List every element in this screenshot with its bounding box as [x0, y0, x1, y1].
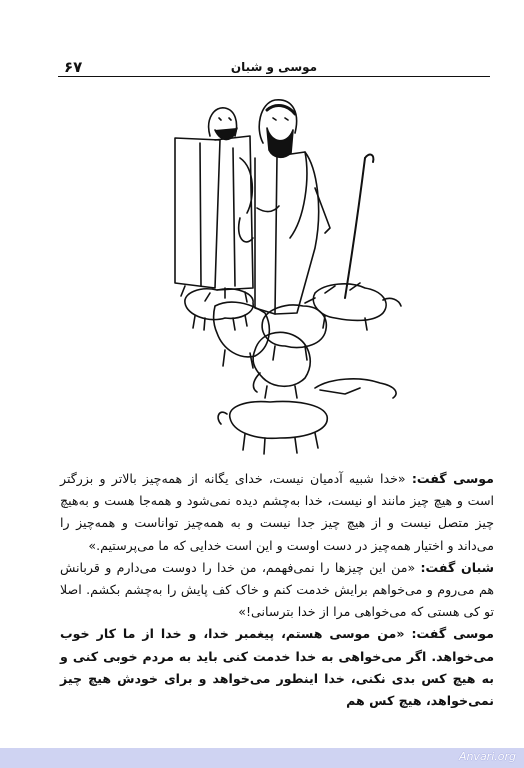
illustration-shepherd-and-moses	[155, 88, 405, 458]
paragraph-1	[60, 468, 494, 557]
speaker-label: موسی گفت:	[411, 471, 494, 486]
page-header	[58, 58, 490, 77]
speaker-label: موسی گفت:	[411, 626, 494, 642]
paragraph-text: «من این چیزها را نمی‌فهمم، من خدا را دوست می‌دارم و قربانش هم می‌روم و می‌خواهم برایش خدمت کنم و خاک کف پایش را به‌چشم بکشم. اصلا تو کی هستی که می‌خواهی مرا از خدا بترسانی!»	[60, 559, 494, 620]
page-number: ۶۷	[64, 58, 83, 76]
moses-figure	[175, 108, 253, 290]
sheep-flock	[185, 284, 401, 454]
paragraph-text: «من موسی هستم، پیغمبر خدا، و خدا از ما کار خوب می‌خواهد. اگر می‌خواهی به خدا خدمت کنی باید به مردم خوبی کنی و به هیچ کس بدی نکنی، خدا اینطور می‌خواهد و برای خودش هیچ چیز نمی‌خواهد، هیچ کس هم	[60, 626, 494, 709]
site-watermark: Anvari.org	[458, 750, 516, 763]
running-title: موسی و شبان	[230, 60, 318, 74]
footer-bar	[0, 748, 524, 768]
story-text	[60, 468, 494, 712]
paragraph-2	[60, 557, 494, 624]
paragraph-3	[60, 623, 494, 712]
paragraph-text: «خدا شبیه آدمیان نیست، خدای یگانه از همه‌چیز بالاتر و بزرگتر است و هیچ چیز مانند او نیست، خدا به‌چشم دیده نمی‌شود و همه‌جا هست و به‌هیچ چیز متصل نیست و از هیچ چیز جدا نیست و به همه‌چیز تواناست و همه‌چیز را می‌داند و اختیار همه‌چیز در دست اوست و این است خدایی که ما می‌پرستیم.»	[60, 471, 494, 553]
speaker-label: شبان گفت:	[420, 559, 494, 575]
